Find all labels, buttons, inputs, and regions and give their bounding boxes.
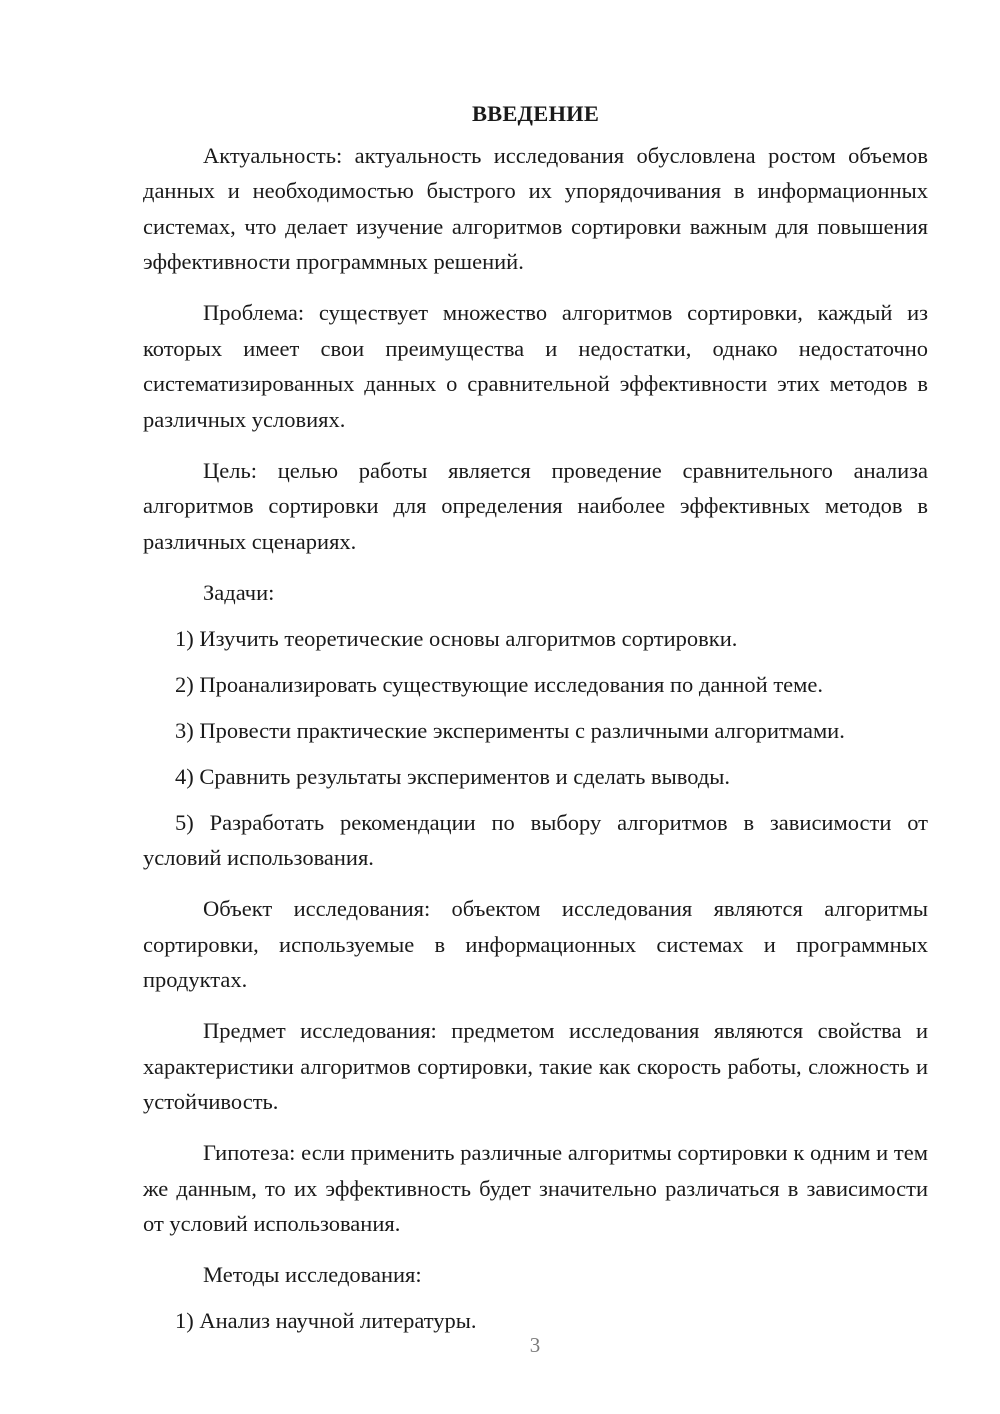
tasks-title: Задачи: (203, 579, 275, 605)
task-item: 4) Сравнить результаты экспериментов и сделать выводы. (175, 763, 731, 789)
section-heading: ВВЕДЕНИЕ (471, 101, 600, 126)
paragraph-hypothesis: Гипотеза: если применить различные алгоритмы сортировки к одним и тем же данным, то их эффективность будет значительно различаться в зависимости от условий использования. (143, 1140, 928, 1236)
methods-title: Методы исследования: (203, 1262, 422, 1287)
task-item: 1) Изучить теоретические основы алгоритмов сортировки. (175, 625, 738, 651)
paragraph-problem: Проблема: существует множество алгоритмов сортировки, каждый из которых имеет свои преимущества и недостатки, однако недостаточно систематизированных данных о сравнительной эффективности этих методов в различных условиях. (143, 300, 928, 432)
paragraph-object: Объект исследования: объектом исследования являются алгоритмы сортировки, используемые в информационных системах и программных продуктах. (143, 896, 928, 992)
paragraph-relevance: Актуальность: актуальность исследования обусловлена ростом объемов данных и необходимостью быстрого их упорядочивания в информационных системах, что делает изучение алгоритмов сортировки важным для повышения эффективности программных решений. (143, 142, 928, 274)
method-item: 1) Анализ научной литературы. (175, 1308, 477, 1333)
paragraph-goal: Цель: целью работы является проведение сравнительного анализа алгоритмов сортировки для определения наиболее эффективных методов в различных сценариях. (143, 457, 928, 554)
task-item: 3) Провести практические эксперименты с различными алгоритмами. (175, 717, 845, 743)
paragraph-subject: Предмет исследования: предметом исследования являются свойства и характеристики алгоритмов сортировки, такие как скорость работы, сложность и устойчивость. (143, 1018, 928, 1114)
task-item: 2) Проанализировать существующие исследования по данной теме. (175, 671, 824, 697)
task-item: 5) Разработать рекомендации по выбору алгоритмов в зависимости от условий использования. (143, 809, 928, 870)
page-body (143, 96, 928, 1349)
page-number: 3 (529, 1333, 541, 1357)
